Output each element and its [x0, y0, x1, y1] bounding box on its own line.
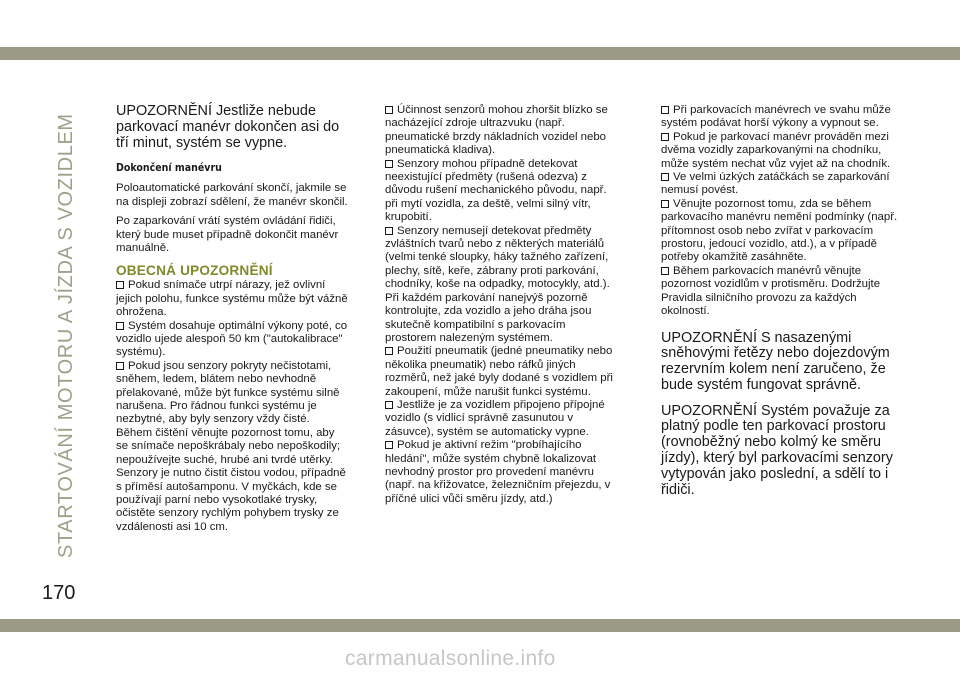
checkbox-bullet-icon — [661, 173, 669, 181]
checkbox-bullet-icon — [116, 322, 124, 330]
warning-text: UPOZORNĚNÍ Jestliže nebude parkovací manévr dokončen asi do tří minut, systém se vypne. — [116, 103, 340, 151]
bullet-item: Pokud jsou senzory pokryty nečistotami, sněhem, ledem, blátem nebo nevhodně přelakované, může být funkce systému silně narušena. Pro řádnou funkci systému je nezbytné, aby byly senzory vždy čisté. Během čištění věnujte pozornost tomu, aby se snímače nepoškrábaly nebo nepoškodily; nepoužívejte suché, hrubé ani tvrdé utěrky. Senzory je nutno čistit čistou vodou, případně s příměsí autošamponu. V myčkách, kde se používají parní nebo vysokotlaké trysky, očistěte senzory rychlým pohybem trysky ze vzdálenosti asi 10 cm. — [116, 359, 346, 533]
page-number: 170 — [42, 582, 76, 604]
watermark-text: carmanualsonline.info — [345, 647, 556, 670]
checkbox-bullet-icon — [385, 401, 393, 409]
column-3 — [661, 104, 901, 508]
bullet-item: Ve velmi úzkých zatáčkách se zaparkování nemusí povést. — [661, 171, 890, 197]
checkbox-bullet-icon — [385, 347, 393, 355]
bullet-item: Při parkovacích manévrech ve svahu může systém podávat horší výkony a vypnout se. — [661, 104, 891, 130]
paragraph: Poloautomatické parkování skončí, jakmile se na displeji zobrazí sdělení, že manévr skončil. — [116, 182, 348, 208]
bullet-item: Jestliže je za vozidlem připojeno přípojné vozidlo (s vidlicí správně zasunutou v zásuvce), systém se automaticky vypne. — [385, 398, 605, 438]
bullet-item: Pokud je aktivní režim "probíhajícího hledání", může systém chybně lokalizovat nevhodný prostor pro provedení manévru (např. na křižovatce, železničním přejezdu, v příčné ulici vůči směru jízdy, atd.) — [385, 439, 611, 505]
bottom-decorative-bar — [0, 619, 960, 632]
checkbox-bullet-icon — [661, 106, 669, 114]
top-decorative-bar — [0, 47, 960, 60]
warning-text: UPOZORNĚNÍ S nasazenými sněhovými řetězy nebo dojezdovým rezervním kolem není zaručeno, že bude systém fungovat správně. — [661, 329, 890, 393]
checkbox-bullet-icon — [385, 106, 393, 114]
bullet-item: Systém dosahuje optimální výkony poté, co vozidlo ujede alespoň 50 km ("autokalibrace" systému). — [116, 319, 348, 359]
checkbox-bullet-icon — [116, 281, 124, 289]
checkbox-bullet-icon — [116, 362, 124, 370]
bullet-item: Senzory mohou případně detekovat neexistující předměty (rušená odezva) z důvodu rušení mechanického původu, např. při mytí vozidla, za deště, velmi silný vítr, krupobití. — [385, 157, 607, 224]
subheading-finish-maneuver: Dokončení manévru — [116, 161, 222, 175]
checkbox-bullet-icon — [385, 441, 393, 449]
column-1 — [116, 104, 348, 534]
bullet-item: Senzory nemusejí detekovat předměty zvláštních tvarů nebo z některých materiálů (velmi tenké sloupky, háky tažného zařízení, plechy, sítě, keře, zábrany proti parkování, chodníky, koše na odpadky, motocykly, atd.). Při každém parkování nanejvýš pozorně kontrolujte, zda vozidlo a jeho dráha jsou skutečně kompatibilní s parkovacím prostorem nalezeným systémem. — [385, 224, 610, 344]
checkbox-bullet-icon — [385, 227, 393, 235]
bullet-item: Pokud je parkovací manévr prováděn mezi dvěma vozidly zaparkovanými na chodníku, může systém nechat vůz vyjet až na chodník. — [661, 130, 891, 170]
bullet-item: Během parkovacích manévrů věnujte pozornost vozidlům v protisměru. Dodržujte Pravidla silničního provozu za každých okolností. — [661, 264, 881, 318]
checkbox-bullet-icon — [385, 160, 393, 168]
bullet-item: Použití pneumatik (jedné pneumatiky nebo několika pneumatik) nebo ráfků jiných rozměrů, než jaké byly dodané s vozidlem při zakoupení, může narušit funkci systému. — [385, 345, 613, 398]
warning-text: UPOZORNĚNÍ Systém považuje za platný podle ten parkovací prostoru (rovnoběžný nebo kolmý ke směru jízdy), který byl parkovacími senzory vytypován jako poslední, a sdělí to i řidiči. — [661, 402, 893, 498]
column-2 — [385, 104, 617, 506]
checkbox-bullet-icon — [661, 267, 669, 275]
bullet-item: Věnujte pozornost tomu, zda se během parkovacího manévru nemění podmínky (např. přítomnost osob nebo zvířat v parkovacím prostoru, jedoucí vozidlo, atd.), a v případě potřeby okamžitě zasáhněte. — [661, 197, 898, 264]
chapter-side-title: STARTOVÁNÍ MOTORU A JÍZDA S VOZIDLEM — [55, 113, 77, 558]
checkbox-bullet-icon — [661, 133, 669, 141]
checkbox-bullet-icon — [661, 200, 669, 208]
bullet-item: Pokud snímače utrpí nárazy, jež ovlivní jejich polohu, funkce systému může být vážně ohrožena. — [116, 279, 348, 319]
paragraph: Po zaparkování vrátí systém ovládání řidiči, který bude muset případně dokončit manévr manuálně. — [116, 215, 339, 255]
section-heading-general-warnings: OBECNÁ UPOZORNĚNÍ — [116, 263, 273, 279]
bullet-item: Účinnost senzorů mohou zhoršit blízko se nacházející zdroje ultrazvuku (např. pneumatické brzdy nákladních vozidel nebo pneumatická kladiva). — [385, 104, 608, 157]
